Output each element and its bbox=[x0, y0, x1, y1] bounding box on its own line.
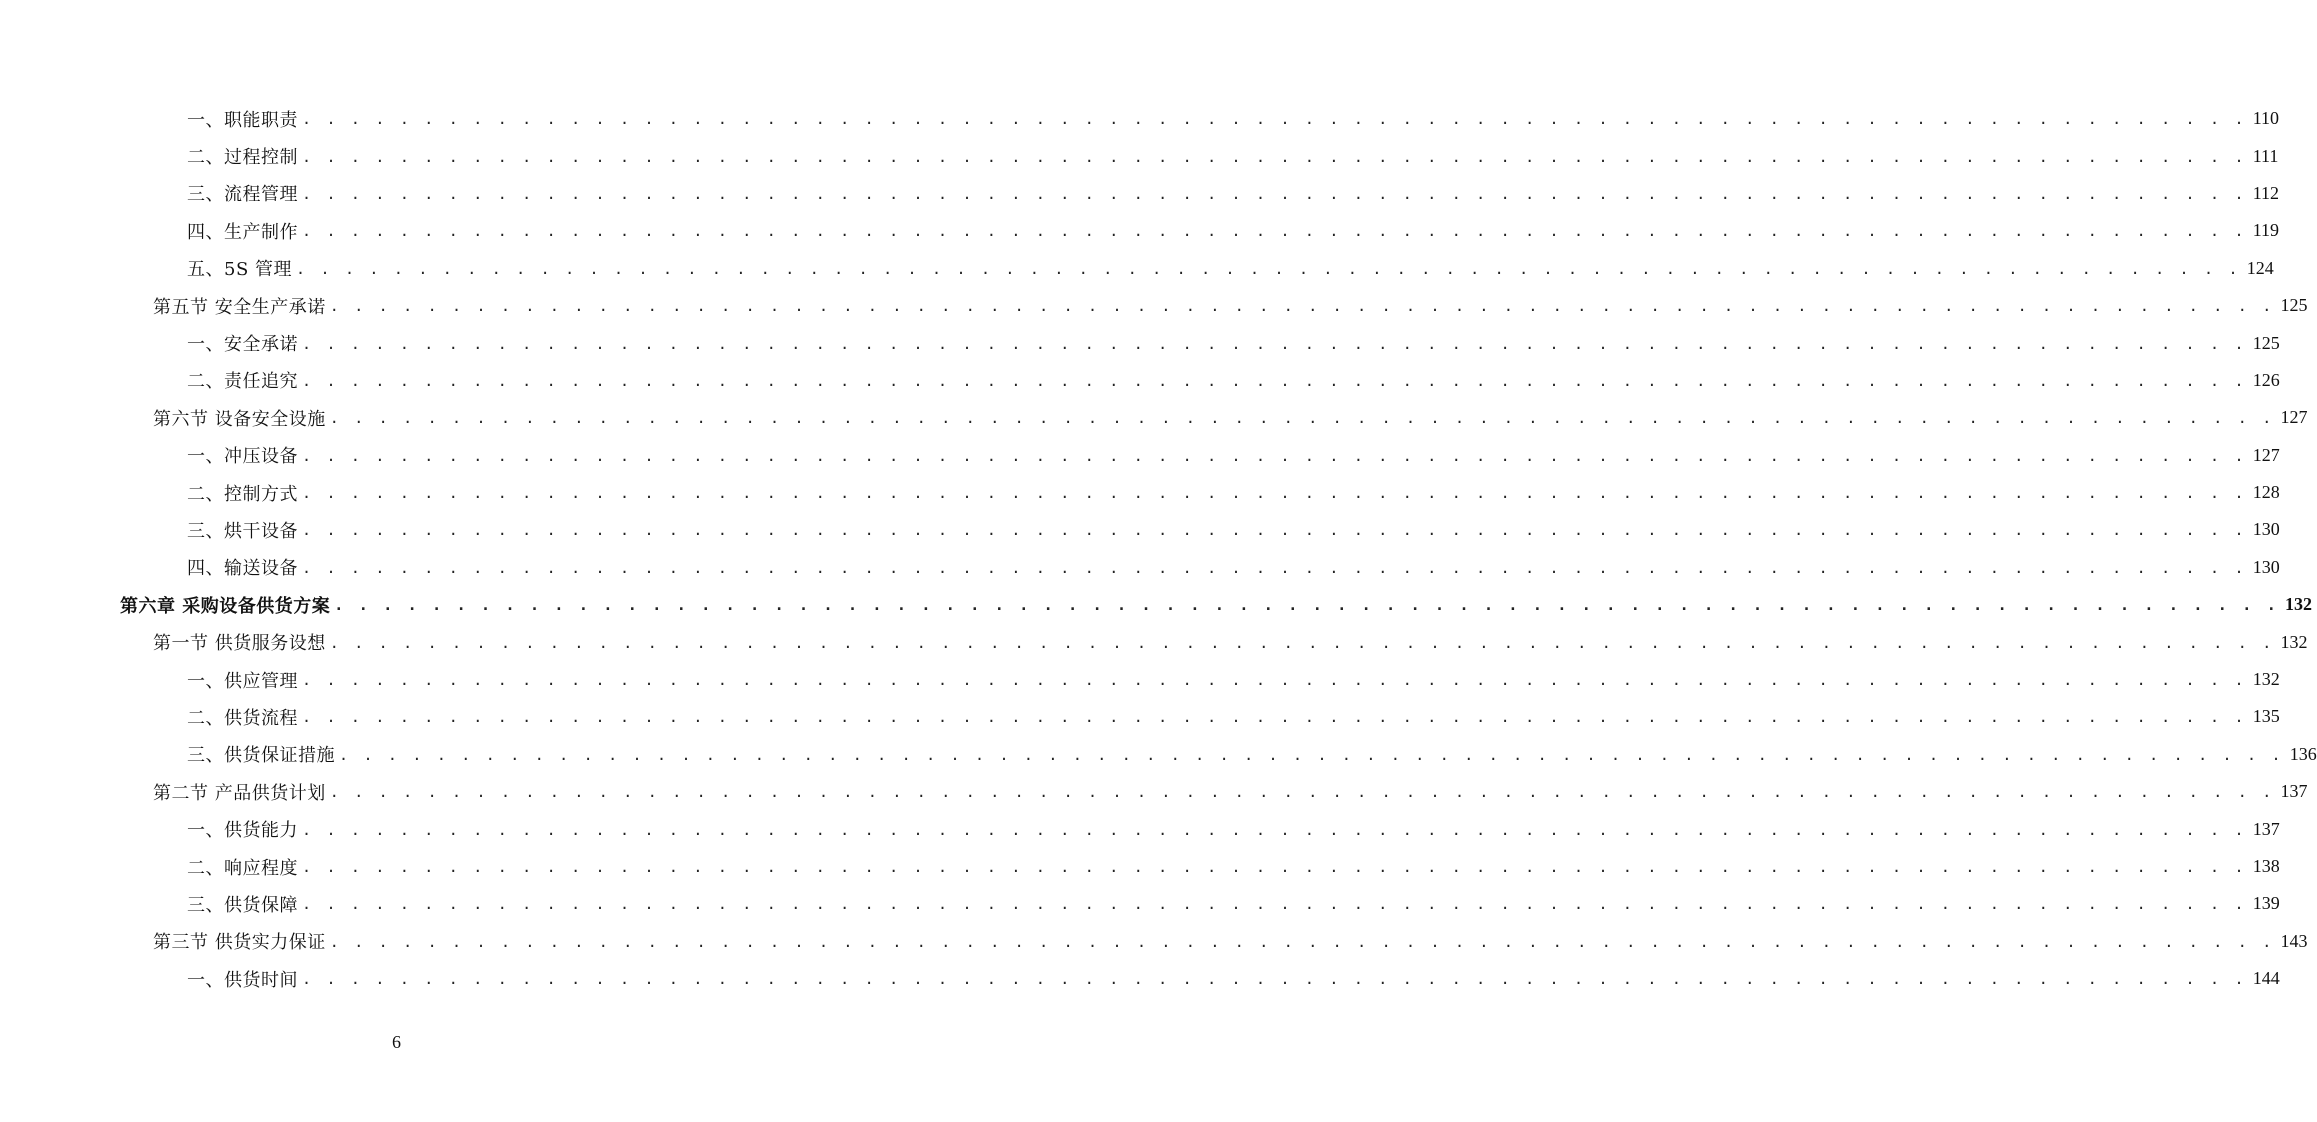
dot-leader: . . . . . . . . . . . . . . . . . . . . . . . . . . . . . . . . . . . . . . . . . . . . . . . . . . . . . . . . . . . . . . . . . . . . . . . . . . . . . . . . bbox=[334, 596, 2279, 615]
toc-entry-item[interactable] bbox=[0, 100, 2280, 137]
dot-leader: . . . . . . . . . . . . . . . . . . . . . . . . . . . . . . . . . . . . . . . . . . . . . . . . . . . . . . . . . . . . . . . . . . . . . . . . . . . . . . . . bbox=[302, 708, 2247, 727]
toc-entry-item[interactable] bbox=[0, 324, 2280, 361]
toc-entry-item[interactable] bbox=[0, 736, 2317, 773]
toc-entry-page: 128 bbox=[2252, 482, 2280, 503]
dot-leader: . . . . . . . . . . . . . . . . . . . . . . . . . . . . . . . . . . . . . . . . . . . . . . . . . . . . . . . . . . . . . . . . . . . . . . . . . . . . . . . . bbox=[329, 932, 2275, 951]
dot-leader: . . . . . . . . . . . . . . . . . . . . . . . . . . . . . . . . . . . . . . . . . . . . . . . . . . . . . . . . . . . . . . . . . . . . . . . . . . . . . . . . bbox=[302, 147, 2247, 166]
dot-leader: . . . . . . . . . . . . . . . . . . . . . . . . . . . . . . . . . . . . . . . . . . . . . . . . . . . . . . . . . . . . . . . . . . . . . . . . . . . . . . . . bbox=[302, 446, 2247, 465]
toc-entry-page: 125 bbox=[2280, 295, 2308, 316]
toc-entry-chapter[interactable] bbox=[0, 586, 2312, 623]
dot-leader: . . . . . . . . . . . . . . . . . . . . . . . . . . . . . . . . . . . . . . . . . . . . . . . . . . . . . . . . . . . . . . . . . . . . . . . . . . . . . . . . bbox=[302, 558, 2247, 577]
toc-entry-section[interactable] bbox=[0, 623, 2308, 660]
toc-entry-title: 一、供货能力 bbox=[187, 820, 298, 842]
toc-entry-page: 143 bbox=[2280, 930, 2308, 951]
toc-entry-title: 三、供货保障 bbox=[187, 894, 298, 916]
dot-leader: . . . . . . . . . . . . . . . . . . . . . . . . . . . . . . . . . . . . . . . . . . . . . . . . . . . . . . . . . . . . . . . . . . . . . . . . . . . . . . . . bbox=[329, 633, 2275, 652]
toc-entry-page: 126 bbox=[2252, 369, 2280, 390]
toc-entry-page: 124 bbox=[2246, 257, 2274, 278]
dot-leader: . . . . . . . . . . . . . . . . . . . . . . . . . . . . . . . . . . . . . . . . . . . . . . . . . . . . . . . . . . . . . . . . . . . . . . . . . . . . . . . . bbox=[302, 371, 2247, 390]
toc-entry-title: 第三节 供货实力保证 bbox=[153, 932, 326, 954]
toc-entry-page: 137 bbox=[2280, 781, 2308, 802]
toc-entry-title: 二、响应程度 bbox=[187, 857, 298, 879]
toc-entry-title: 二、责任追究 bbox=[187, 371, 298, 393]
dot-leader: . . . . . . . . . . . . . . . . . . . . . . . . . . . . . . . . . . . . . . . . . . . . . . . . . . . . . . . . . . . . . . . . . . . . . . . . . . . . . . . . bbox=[302, 334, 2247, 353]
toc-entry-title: 第一节 供货服务设想 bbox=[153, 633, 326, 655]
toc-entry-item[interactable] bbox=[0, 698, 2280, 735]
dot-leader: . . . . . . . . . . . . . . . . . . . . . . . . . . . . . . . . . . . . . . . . . . . . . . . . . . . . . . . . . . . . . . . . . . . . . . . . . . . . . . . . bbox=[302, 222, 2247, 241]
dot-leader: . . . . . . . . . . . . . . . . . . . . . . . . . . . . . . . . . . . . . . . . . . . . . . . . . . . . . . . . . . . . . . . . . . . . . . . . . . . . . . . . bbox=[302, 184, 2247, 203]
toc-entry-page: 111 bbox=[2252, 145, 2279, 166]
toc-entry-title: 一、供货时间 bbox=[187, 969, 298, 991]
toc-entry-title: 第六节 设备安全设施 bbox=[153, 408, 326, 430]
toc-entry-item[interactable] bbox=[0, 474, 2280, 511]
toc-entry-title: 四、输送设备 bbox=[187, 558, 298, 580]
toc-entry-item[interactable] bbox=[0, 848, 2280, 885]
toc-entry-page: 132 bbox=[2280, 631, 2308, 652]
toc-entry-item[interactable] bbox=[0, 137, 2279, 174]
toc-entry-page: 136 bbox=[2289, 743, 2317, 764]
toc-entry-title: 第五节 安全生产承诺 bbox=[153, 296, 326, 318]
page-number: 6 bbox=[392, 1032, 401, 1052]
toc-entry-title: 三、烘干设备 bbox=[187, 520, 298, 542]
toc-entry-page: 137 bbox=[2252, 818, 2280, 839]
toc-entry-title: 一、职能职责 bbox=[187, 109, 298, 131]
toc-entry-section[interactable] bbox=[0, 287, 2308, 324]
toc-entry-item[interactable] bbox=[0, 885, 2280, 922]
toc-entry-title: 第二节 产品供货计划 bbox=[153, 782, 326, 804]
dot-leader: . . . . . . . . . . . . . . . . . . . . . . . . . . . . . . . . . . . . . . . . . . . . . . . . . . . . . . . . . . . . . . . . . . . . . . . . . . . . . . . . bbox=[302, 671, 2247, 690]
toc-entry-page: 125 bbox=[2252, 332, 2280, 353]
toc-entry-title: 五、5S 管理 bbox=[187, 259, 293, 281]
toc-entry-page: 127 bbox=[2252, 444, 2280, 465]
toc-entry-title: 二、控制方式 bbox=[187, 483, 298, 505]
table-of-contents bbox=[0, 100, 2317, 997]
dot-leader: . . . . . . . . . . . . . . . . . . . . . . . . . . . . . . . . . . . . . . . . . . . . . . . . . . . . . . . . . . . . . . . . . . . . . . . . . . . . . . . . bbox=[302, 110, 2247, 129]
dot-leader: . . . . . . . . . . . . . . . . . . . . . . . . . . . . . . . . . . . . . . . . . . . . . . . . . . . . . . . . . . . . . . . . . . . . . . . . . . . . . . . . bbox=[302, 521, 2247, 540]
toc-entry-title: 一、供应管理 bbox=[187, 670, 298, 692]
toc-entry-title: 一、安全承诺 bbox=[187, 334, 298, 356]
dot-leader: . . . . . . . . . . . . . . . . . . . . . . . . . . . . . . . . . . . . . . . . . . . . . . . . . . . . . . . . . . . . . . . . . . . . . . . . . . . . . . . . bbox=[302, 858, 2247, 876]
toc-entry-title: 第六章 采购设备供货方案 bbox=[120, 595, 331, 617]
toc-entry-item[interactable] bbox=[0, 960, 2280, 997]
toc-entry-page: 130 bbox=[2252, 556, 2280, 577]
dot-leader: . . . . . . . . . . . . . . . . . . . . . . . . . . . . . . . . . . . . . . . . . . . . . . . . . . . . . . . . . . . . . . . . . . . . . . . . . . . . . . . . bbox=[329, 409, 2275, 428]
toc-entry-page: 127 bbox=[2280, 407, 2308, 428]
toc-entry-item[interactable] bbox=[0, 437, 2280, 474]
toc-entry-item[interactable] bbox=[0, 511, 2280, 548]
toc-entry-page: 132 bbox=[2284, 594, 2312, 615]
dot-leader: . . . . . . . . . . . . . . . . . . . . . . . . . . . . . . . . . . . . . . . . . . . . . . . . . . . . . . . . . . . . . . . . . . . . . . . . . . . . . . . . bbox=[302, 970, 2247, 989]
toc-entry-item[interactable] bbox=[0, 810, 2280, 847]
toc-entry-page: 110 bbox=[2252, 108, 2280, 129]
dot-leader: . . . . . . . . . . . . . . . . . . . . . . . . . . . . . . . . . . . . . . . . . . . . . . . . . . . . . . . . . . . . . . . . . . . . . . . . . . . . . . . . bbox=[329, 783, 2275, 802]
dot-leader: . . . . . . . . . . . . . . . . . . . . . . . . . . . . . . . . . . . . . . . . . . . . . . . . . . . . . . . . . . . . . . . . . . . . . . . . . . . . . . . . bbox=[329, 297, 2275, 316]
toc-entry-section[interactable] bbox=[0, 773, 2308, 810]
toc-entry-title: 一、冲压设备 bbox=[187, 446, 298, 468]
toc-entry-page: 130 bbox=[2252, 519, 2280, 540]
toc-entry-title: 四、生产制作 bbox=[187, 221, 298, 243]
dot-leader: . . . . . . . . . . . . . . . . . . . . . . . . . . . . . . . . . . . . . . . . . . . . . . . . . . . . . . . . . . . . . . . . . . . . . . . . . . . . . . . . bbox=[302, 484, 2247, 503]
toc-entry-title: 三、流程管理 bbox=[187, 184, 298, 206]
dot-leader: . . . . . . . . . . . . . . . . . . . . . . . . . . . . . . . . . . . . . . . . . . . . . . . . . . . . . . . . . . . . . . . . . . . . . . . . . . . . . . . . bbox=[296, 259, 2241, 278]
dot-leader: . . . . . . . . . . . . . . . . . . . . . . . . . . . . . . . . . . . . . . . . . . . . . . . . . . . . . . . . . . . . . . . . . . . . . . . . . . . . . . . . bbox=[339, 745, 2284, 764]
toc-entry-item[interactable] bbox=[0, 362, 2280, 399]
toc-entry-section[interactable] bbox=[0, 399, 2308, 436]
toc-entry-title: 二、过程控制 bbox=[187, 147, 298, 169]
toc-entry-page: 119 bbox=[2252, 220, 2280, 241]
toc-entry-page: 139 bbox=[2252, 893, 2280, 914]
toc-entry-item[interactable] bbox=[0, 661, 2280, 698]
toc-entry-page: 112 bbox=[2252, 182, 2280, 203]
toc-entry-item[interactable] bbox=[0, 175, 2280, 212]
toc-entry-title: 二、供货流程 bbox=[187, 707, 298, 729]
dot-leader: . . . . . . . . . . . . . . . . . . . . . . . . . . . . . . . . . . . . . . . . . . . . . . . . . . . . . . . . . . . . . . . . . . . . . . . . . . . . . . . . bbox=[302, 820, 2247, 839]
dot-leader: . . . . . . . . . . . . . . . . . . . . . . . . . . . . . . . . . . . . . . . . . . . . . . . . . . . . . . . . . . . . . . . . . . . . . . . . . . . . . . . . bbox=[302, 895, 2247, 914]
toc-entry-item[interactable] bbox=[0, 250, 2274, 287]
toc-entry-item[interactable] bbox=[0, 212, 2280, 249]
toc-entry-section[interactable] bbox=[0, 923, 2308, 960]
toc-entry-page: 132 bbox=[2252, 669, 2280, 690]
toc-entry-page: 138 bbox=[2252, 856, 2280, 876]
toc-entry-page: 135 bbox=[2252, 706, 2280, 727]
toc-entry-page: 144 bbox=[2252, 968, 2280, 989]
toc-entry-item[interactable] bbox=[0, 549, 2280, 586]
toc-entry-title: 三、供货保证措施 bbox=[187, 745, 335, 767]
